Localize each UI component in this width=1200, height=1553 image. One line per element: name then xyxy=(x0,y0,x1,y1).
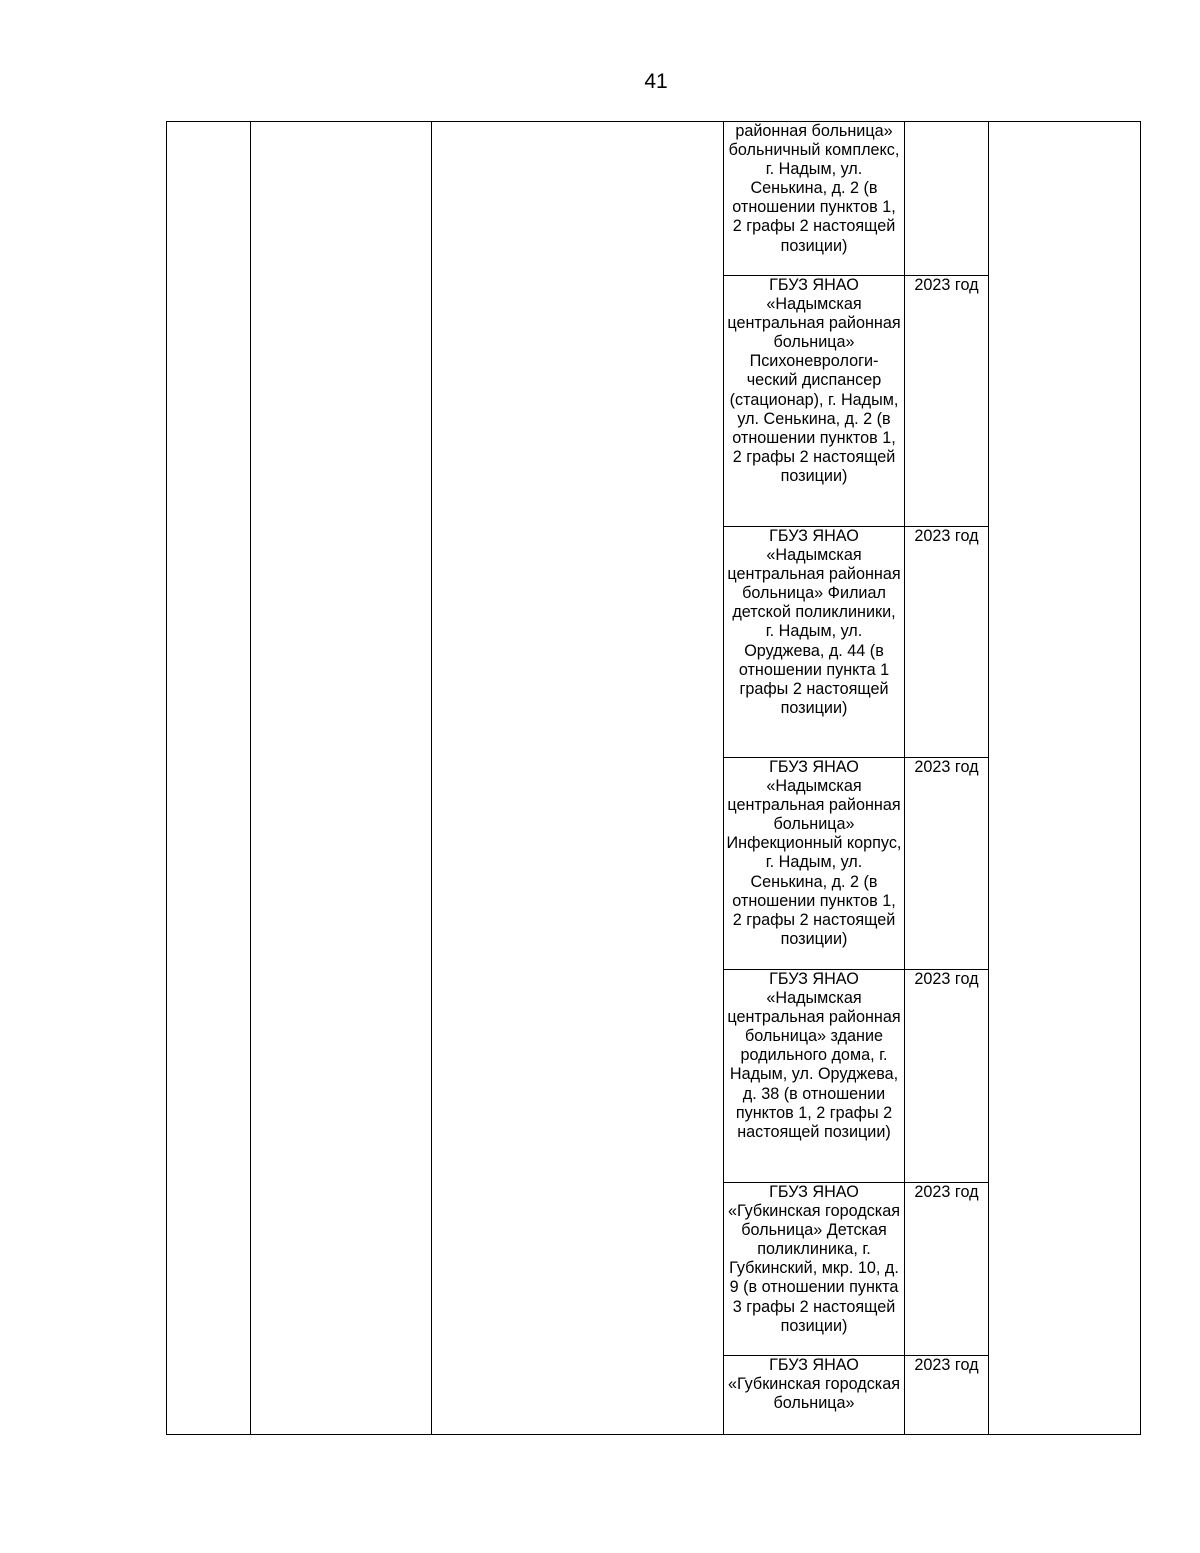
table-cell-col3 xyxy=(432,758,724,970)
table-row xyxy=(167,122,1141,276)
object-cell: ГБУЗ ЯНАО «Губкинская городская больница» xyxy=(724,1356,905,1435)
year-cell: 2023 год xyxy=(905,527,989,758)
table-cell-col6 xyxy=(989,1356,1141,1435)
table-cell-col6 xyxy=(989,970,1141,1183)
table-cell-col1 xyxy=(167,1183,251,1356)
table-cell-col3 xyxy=(432,527,724,758)
table-row xyxy=(167,758,1141,970)
object-cell: ГБУЗ ЯНАО «Надымская центральная районная больница» Психоневрологи-ческий диспансер (стационар), г. Надым, ул. Сенькина, д. 2 (в отношении пунктов 1, 2 графы 2 настоящей позиции) xyxy=(724,276,905,527)
table-cell-col3 xyxy=(432,1183,724,1356)
table-cell-col6 xyxy=(989,276,1141,527)
table-cell-col3 xyxy=(432,970,724,1183)
document-table xyxy=(166,121,1141,1435)
table-cell-col1 xyxy=(167,122,251,276)
table-cell-col2 xyxy=(251,122,432,276)
table-row xyxy=(167,276,1141,527)
table-row xyxy=(167,1183,1141,1356)
object-cell: ГБУЗ ЯНАО «Надымская центральная районная больница» Инфекционный корпус, г. Надым, ул. Сенькина, д. 2 (в отношении пунктов 1, 2 графы 2 настоящей позиции) xyxy=(724,758,905,970)
year-cell: 2023 год xyxy=(905,970,989,1183)
table-cell-col1 xyxy=(167,758,251,970)
table-cell-col2 xyxy=(251,970,432,1183)
table-cell-col2 xyxy=(251,758,432,970)
table-cell-col3 xyxy=(432,122,724,276)
table-cell-col2 xyxy=(251,1356,432,1435)
table-row xyxy=(167,970,1141,1183)
table-row xyxy=(167,527,1141,758)
table-cell-col2 xyxy=(251,276,432,527)
table-cell-col2 xyxy=(251,527,432,758)
object-cell: районная больница» больничный комплекс, г. Надым, ул. Сенькина, д. 2 (в отношении пунктов 1, 2 графы 2 настоящей позиции) xyxy=(724,122,905,276)
year-cell: 2023 год xyxy=(905,276,989,527)
table-cell-col1 xyxy=(167,1356,251,1435)
object-cell: ГБУЗ ЯНАО «Надымская центральная районная больница» здание родильного дома, г. Надым, ул. Оруджева, д. 38 (в отношении пунктов 1, 2 графы 2 настоящей позиции) xyxy=(724,970,905,1183)
table-cell-col6 xyxy=(989,527,1141,758)
year-cell: 2023 год xyxy=(905,758,989,970)
table-cell-col6 xyxy=(989,122,1141,276)
table-cell-col6 xyxy=(989,758,1141,970)
year-cell: 2023 год xyxy=(905,1356,989,1435)
object-cell: ГБУЗ ЯНАО «Губкинская городская больница» Детская поликлиника, г. Губкинский, мкр. 10, д. 9 (в отношении пункта 3 графы 2 настоящей позиции) xyxy=(724,1183,905,1356)
table-cell-col1 xyxy=(167,527,251,758)
table-cell-col1 xyxy=(167,970,251,1183)
year-cell xyxy=(905,122,989,276)
year-cell: 2023 год xyxy=(905,1183,989,1356)
table-cell-col3 xyxy=(432,1356,724,1435)
table-row xyxy=(167,1356,1141,1435)
table-cell-col2 xyxy=(251,1183,432,1356)
table-cell-col6 xyxy=(989,1183,1141,1356)
object-cell: ГБУЗ ЯНАО «Надымская центральная районная больница» Филиал детской поликлиники, г. Надым, ул. Оруджева, д. 44 (в отношении пункта 1 графы 2 настоящей позиции) xyxy=(724,527,905,758)
table-cell-col1 xyxy=(167,276,251,527)
table-cell-col3 xyxy=(432,276,724,527)
page-number: 41 xyxy=(644,70,668,93)
